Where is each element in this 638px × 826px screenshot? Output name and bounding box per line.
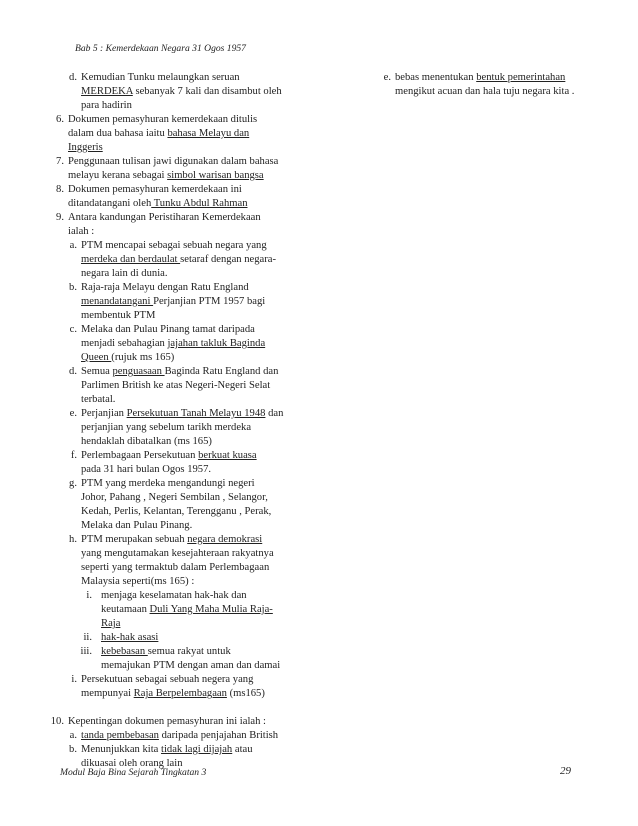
text-line [81, 85, 298, 99]
list-item-marker: e. [69, 408, 77, 419]
text-segment: Raja-raja Melayu dengan Ratu England [81, 282, 249, 293]
text-line [81, 477, 298, 491]
text-line [81, 519, 298, 533]
list-item-marker: d. [69, 366, 77, 377]
text-line [68, 225, 298, 239]
list-item [48, 407, 298, 449]
text-segment: ialah : [68, 226, 95, 237]
text-segment: Perjanjian PTM 1957 bagi [153, 296, 266, 307]
text-segment: hendaklah dibatalkan (ms 165) [81, 436, 212, 447]
text-line [81, 505, 298, 519]
list-item [48, 449, 298, 477]
text-line [101, 617, 298, 631]
list-item [48, 645, 298, 673]
list-item-marker: 7. [56, 156, 64, 167]
text-line [68, 715, 298, 729]
underlined-answer: berkuat kuasa [198, 450, 257, 461]
text-line [101, 589, 298, 603]
text-segment: menjadi sebahagian [81, 338, 168, 349]
underlined-answer: bahasa Melayu dan [167, 128, 250, 139]
list-item-marker: 6. [56, 114, 64, 125]
text-segment: semua rakyat untuk [147, 646, 231, 657]
text-segment: negara lain di dunia. [81, 268, 168, 279]
text-line [81, 435, 298, 449]
underlined-answer: Duli Yang Maha Mulia Raja- [149, 604, 273, 615]
text-segment: (rujuk ms 165) [111, 352, 175, 363]
text-line [81, 547, 298, 561]
text-segment: daripada penjajahan British [158, 730, 279, 741]
list-item [48, 631, 298, 645]
text-segment: para hadirin [81, 100, 132, 111]
text-line [81, 239, 298, 253]
underlined-answer: Persekutuan Tanah Melayu 1948 [126, 408, 266, 419]
text-segment: Parlimen British ke atas Negeri-Negeri Selat [81, 380, 271, 391]
text-line [81, 673, 298, 687]
text-segment: mempunyai [81, 688, 134, 699]
text-segment: menjaga keselamatan hak-hak dan [101, 590, 247, 601]
text-line [395, 85, 612, 99]
text-segment: Kepentingan dokumen pemasyhuran ini ialah : [68, 716, 266, 727]
text-line [81, 323, 298, 337]
text-segment: yang mengutamakan kesejahteraan rakyatnya [81, 548, 274, 559]
list-item [48, 323, 298, 365]
text-segment: Perjanjian [81, 408, 127, 419]
list-item [48, 365, 298, 407]
text-segment: perjanjian yang sebelum tarikh merdeka [81, 422, 252, 433]
spacer [48, 701, 298, 715]
text-segment: sebanyak 7 kali dan disambut oleh [132, 86, 282, 97]
text-segment: dikuasai oleh orang lain [81, 758, 183, 769]
text-segment: dan [265, 408, 284, 419]
list-item-marker: 10. [50, 716, 64, 727]
text-segment: Menunjukkan kita [81, 744, 162, 755]
page-header: Bab 5 : Kemerdekaan Negara 31 Ogos 1957 [75, 43, 246, 54]
text-line [81, 253, 298, 267]
underlined-answer: Queen [81, 352, 112, 363]
text-line [81, 309, 298, 323]
underlined-answer: Raja Berpelembagaan [133, 688, 227, 699]
underlined-answer: penguasaan [112, 366, 165, 377]
text-line [81, 295, 298, 309]
text-segment: bebas menentukan [395, 72, 477, 83]
underlined-answer: merdeka dan berdaulat [81, 254, 181, 265]
text-segment: (ms165) [226, 688, 265, 699]
text-line [68, 141, 298, 155]
text-line [101, 659, 298, 673]
text-segment: mengikut acuan dan hala tuju negara kita . [395, 86, 575, 97]
text-segment: Kedah, Perlis, Kelantan, Terengganu , Perak, [81, 506, 272, 517]
text-segment: Melaka dan Pulau Pinang. [81, 520, 193, 531]
text-line [81, 463, 298, 477]
text-line [81, 449, 298, 463]
text-segment: pada 31 hari bulan Ogos 1957. [81, 464, 212, 475]
text-segment: ditandatangani oleh [68, 198, 152, 209]
list-item-marker: iii. [80, 646, 92, 657]
underlined-answer: simbol warisan bangsa [167, 170, 264, 181]
list-item-marker: 8. [56, 184, 64, 195]
underlined-answer: jajahan takluk Baginda [167, 338, 266, 349]
text-line [81, 393, 298, 407]
text-segment: seperti yang termaktub dalam Perlembagaan [81, 562, 270, 573]
text-segment: atau [232, 744, 253, 755]
list-item [48, 71, 298, 113]
text-segment: PTM mencapai sebagai sebuah negara yang [81, 240, 267, 251]
text-line [81, 491, 298, 505]
text-line [81, 379, 298, 393]
text-line [81, 729, 298, 743]
underlined-answer: menandatangani [81, 296, 154, 307]
text-line [81, 743, 298, 757]
text-line [101, 631, 298, 645]
list-item [48, 533, 298, 589]
text-segment: PTM merupakan sebuah [81, 534, 188, 545]
text-line [81, 71, 298, 85]
text-segment: Persekutuan sebagai sebuah negera yang [81, 674, 254, 685]
text-line [81, 99, 298, 113]
list-item-marker: c. [69, 324, 77, 335]
list-item-marker: i. [86, 590, 92, 601]
text-line [81, 351, 298, 365]
list-item-marker: g. [69, 478, 77, 489]
text-line [81, 365, 298, 379]
list-item-marker: b. [69, 282, 77, 293]
list-item-marker: a. [69, 730, 77, 741]
text-line [81, 561, 298, 575]
list-item-marker: i. [71, 674, 77, 685]
underlined-answer: tanda pembebasan [81, 730, 159, 741]
text-line [68, 183, 298, 197]
list-item [48, 239, 298, 281]
text-segment: terbatal. [81, 394, 116, 405]
underlined-answer: hak-hak asasi [101, 632, 159, 643]
left-column [48, 71, 298, 771]
list-item-marker: h. [69, 534, 77, 545]
list-item [48, 211, 298, 239]
list-item [48, 729, 298, 743]
list-item-marker: ii. [83, 632, 92, 643]
text-segment: Dokumen pemasyhuran kemerdekaan ditulis [68, 114, 258, 125]
text-segment: Perlembagaan Persekutuan [81, 450, 199, 461]
list-item [48, 113, 298, 155]
underlined-answer: tidak lagi dijajah [161, 744, 233, 755]
underlined-answer: MERDEKA [81, 86, 133, 97]
text-line [68, 113, 298, 127]
page-number: 29 [560, 765, 571, 777]
list-item [48, 155, 298, 183]
list-item [48, 673, 298, 701]
text-line [68, 155, 298, 169]
text-line [395, 71, 612, 85]
list-item [48, 715, 298, 729]
text-segment: Johor, Pahang , Negeri Sembilan , Selangor, [81, 492, 268, 503]
text-line [81, 533, 298, 547]
text-line [101, 603, 298, 617]
text-line [81, 421, 298, 435]
list-item-marker: f. [70, 450, 77, 461]
underlined-answer: Raja [101, 618, 121, 629]
right-column [362, 71, 612, 99]
text-segment: Semua [81, 366, 113, 377]
text-line [68, 169, 298, 183]
underlined-answer: bentuk pemerintahan [476, 72, 566, 83]
text-line [81, 337, 298, 351]
text-segment: keutamaan [101, 604, 150, 615]
text-segment: Malaysia seperti(ms 165) : [81, 576, 195, 587]
list-item [48, 477, 298, 533]
text-segment: Antara kandungan Peristiharan Kemerdekaan [68, 212, 261, 223]
text-segment: Penggunaan tulisan jawi digunakan dalam bahasa [68, 156, 279, 167]
text-line [68, 197, 298, 211]
list-item-marker: a. [69, 240, 77, 251]
text-segment: Melaka dan Pulau Pinang tamat daripada [81, 324, 255, 335]
text-line [81, 407, 298, 421]
text-segment: membentuk PTM [81, 310, 156, 321]
text-segment: dalam dua bahasa iaitu [68, 128, 168, 139]
underlined-answer: Tunku Abdul Rahman [151, 198, 248, 209]
text-line [101, 645, 298, 659]
list-item-marker: b. [69, 744, 77, 755]
underlined-answer: negara demokrasi [187, 534, 263, 545]
text-line [81, 281, 298, 295]
list-item-marker: 9. [56, 212, 64, 223]
text-line [68, 211, 298, 225]
list-item [362, 71, 612, 99]
list-item [48, 183, 298, 211]
text-segment: setaraf dengan negara- [180, 254, 276, 265]
footer-title: Modul Baja Bina Sejarah Tingkatan 3 [60, 767, 207, 778]
text-segment: Kemudian Tunku melaungkan seruan [81, 72, 240, 83]
list-item-marker: d. [69, 72, 77, 83]
text-line [81, 267, 298, 281]
underlined-answer: kebebasan [101, 646, 148, 657]
list-item [48, 589, 298, 631]
text-segment: Dokumen pemasyhuran kemerdekaan ini [68, 184, 242, 195]
text-line [68, 127, 298, 141]
text-segment: melayu kerana sebagai [68, 170, 168, 181]
list-item [48, 281, 298, 323]
text-segment: PTM yang merdeka mengandungi negeri [81, 478, 255, 489]
list-item-marker: e. [383, 72, 391, 83]
text-segment: Baginda Ratu England dan [164, 366, 279, 377]
text-line [81, 687, 298, 701]
underlined-answer: Inggeris [68, 142, 103, 153]
text-line [81, 575, 298, 589]
text-segment: memajukan PTM dengan aman dan damai [101, 660, 281, 671]
